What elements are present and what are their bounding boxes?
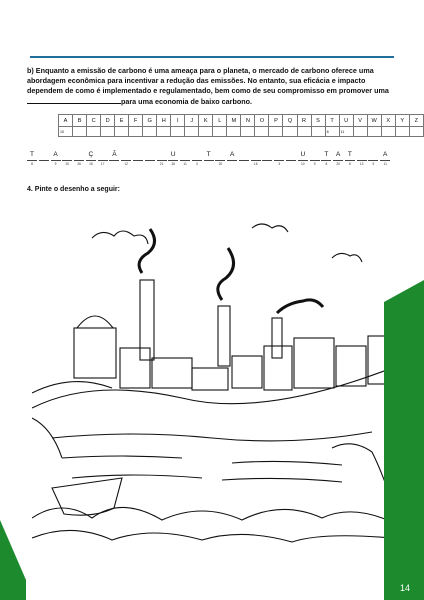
puzzle-line: [192, 159, 202, 161]
page-number: 14: [399, 583, 410, 593]
puzzle-letter: U: [170, 151, 176, 158]
cipher-number-cell[interactable]: [129, 127, 143, 137]
cipher-letters-row: [59, 115, 424, 127]
puzzle-slot[interactable]: [321, 150, 331, 166]
puzzle-letter: [368, 150, 378, 159]
puzzle-number: 8: [31, 162, 33, 166]
paragraph-text-end: para uma economia de baixo carbono.: [121, 97, 253, 106]
puzzle-letter: [310, 150, 320, 159]
question-4-label: 4. Pinte o desenho a seguir:: [27, 186, 120, 193]
puzzle-line: [286, 159, 296, 161]
puzzle-line: [310, 159, 320, 161]
cipher-letter-cell: P: [269, 115, 283, 127]
cipher-number-cell[interactable]: [73, 127, 87, 137]
cipher-letter-cell: I: [171, 115, 185, 127]
cipher-number-cell[interactable]: [241, 127, 255, 137]
puzzle-slot[interactable]: [62, 150, 72, 166]
puzzle-slot[interactable]: [27, 150, 37, 166]
cipher-letter-cell: J: [185, 115, 199, 127]
puzzle-letter: [286, 150, 296, 159]
puzzle-line: [262, 159, 272, 161]
puzzle-slot[interactable]: [133, 150, 143, 162]
cipher-letter-cell: Y: [395, 115, 409, 127]
decode-puzzle: [27, 150, 397, 172]
cipher-letter-cell: V: [353, 115, 367, 127]
puzzle-letter: T: [324, 151, 329, 158]
puzzle-letter: [121, 150, 131, 159]
cipher-letter-cell: R: [297, 115, 311, 127]
cipher-letter-cell: G: [143, 115, 157, 127]
puzzle-letter: Ç: [88, 151, 94, 158]
puzzle-line: [74, 159, 84, 161]
puzzle-line: [357, 159, 367, 161]
puzzle-line: [215, 159, 225, 161]
puzzle-line: [86, 159, 96, 161]
cipher-letter-cell: X: [381, 115, 395, 127]
cipher-letter-cell: C: [87, 115, 101, 127]
puzzle-letter: [274, 150, 284, 159]
puzzle-number: 13: [359, 162, 364, 166]
puzzle-letter: [39, 150, 49, 159]
cipher-number-cell[interactable]: [409, 127, 423, 137]
cipher-letter-cell: E: [115, 115, 129, 127]
puzzle-slot[interactable]: [380, 150, 390, 166]
puzzle-letter: [98, 150, 108, 159]
puzzle-slot[interactable]: [86, 150, 96, 166]
green-corner-decoration-right: [384, 280, 424, 600]
cipher-number-cell[interactable]: [353, 127, 367, 137]
cipher-letter-cell: K: [199, 115, 213, 127]
cipher-letter-cell: W: [367, 115, 381, 127]
puzzle-slot[interactable]: [239, 150, 249, 162]
puzzle-slot[interactable]: [274, 150, 284, 166]
cipher-number-cell[interactable]: 8: [325, 127, 339, 137]
cipher-number-cell[interactable]: [255, 127, 269, 137]
puzzle-line: [180, 159, 190, 161]
puzzle-line: [109, 159, 119, 161]
puzzle-letter: [145, 150, 155, 159]
cipher-table: [58, 114, 424, 137]
puzzle-slot[interactable]: [39, 150, 49, 162]
puzzle-letter: A: [335, 151, 341, 158]
puzzle-letter: [133, 150, 143, 159]
puzzle-slot[interactable]: [227, 150, 237, 162]
puzzle-letter: Ã: [112, 151, 117, 158]
puzzle-letter: U: [300, 151, 306, 158]
puzzle-number: 9: [372, 162, 375, 166]
puzzle-slot[interactable]: [192, 150, 202, 166]
cipher-letter-cell: T: [325, 115, 339, 127]
puzzle-number: 20: [65, 162, 70, 166]
cipher-letter-cell: F: [129, 115, 143, 127]
cipher-letter-cell: Z: [409, 115, 423, 127]
cipher-letter-cell: O: [255, 115, 269, 127]
puzzle-number: 3: [278, 162, 281, 166]
cipher-number-cell[interactable]: [381, 127, 395, 137]
puzzle-slot[interactable]: [251, 150, 261, 166]
cipher-number-cell[interactable]: [269, 127, 283, 137]
puzzle-number: 20: [218, 162, 223, 166]
puzzle-letter: A: [53, 151, 58, 158]
cipher-letter-cell: A: [59, 115, 73, 127]
cipher-number-cell[interactable]: [199, 127, 213, 137]
puzzle-number: 6: [349, 162, 351, 166]
cipher-number-cell[interactable]: [213, 127, 227, 137]
puzzle-slot[interactable]: [145, 150, 155, 162]
cipher-number-cell[interactable]: [311, 127, 325, 137]
puzzle-number: 3: [195, 162, 198, 166]
cipher-number-cell[interactable]: [227, 127, 241, 137]
puzzle-letter: A: [229, 151, 235, 158]
puzzle-slot[interactable]: [215, 150, 225, 166]
puzzle-number: 21: [159, 162, 164, 166]
cipher-number-cell[interactable]: [283, 127, 297, 137]
cipher-numbers-row: [59, 127, 424, 137]
puzzle-slot[interactable]: [180, 150, 190, 166]
cipher-letter-cell: B: [73, 115, 87, 127]
puzzle-slot[interactable]: [262, 150, 272, 162]
puzzle-slot[interactable]: [310, 150, 320, 166]
puzzle-slot[interactable]: [98, 150, 108, 166]
cipher-number-cell[interactable]: [143, 127, 157, 137]
puzzle-number: 16: [253, 162, 258, 166]
cipher-number-cell[interactable]: 11: [339, 127, 353, 137]
puzzle-line: [298, 159, 308, 161]
question-b-paragraph: [27, 66, 399, 107]
puzzle-letter: [157, 150, 167, 159]
puzzle-number: 20: [336, 162, 340, 166]
puzzle-line: [27, 159, 37, 161]
paragraph-text-start: b) Enquanto a emissão de carbono é uma ameaça para o planeta, o mercado de carbono oferece uma abordagem econômica para incentivar a redução das emissões. No entanto, sua eficácia e impacto dependem de como é implementado e regulamentado, bem como de seu compromisso em promover uma: [27, 66, 389, 95]
puzzle-line: [251, 159, 261, 161]
cipher-letter-cell: H: [157, 115, 171, 127]
puzzle-slot[interactable]: [298, 150, 308, 166]
answer-blank[interactable]: [27, 96, 121, 104]
puzzle-slot[interactable]: [345, 150, 355, 166]
puzzle-line: [227, 159, 237, 161]
puzzle-line: [133, 159, 143, 161]
green-corner-decoration-left: [0, 520, 26, 600]
puzzle-line: [168, 159, 178, 161]
puzzle-letter: T: [206, 151, 211, 158]
cipher-number-cell[interactable]: [115, 127, 129, 137]
puzzle-slot[interactable]: [333, 150, 343, 166]
puzzle-number: 11: [383, 162, 387, 166]
puzzle-slot[interactable]: [157, 150, 167, 166]
puzzle-slot[interactable]: [286, 150, 296, 162]
puzzle-letter: T: [30, 151, 34, 158]
puzzle-letter: [239, 150, 249, 159]
puzzle-number: 9: [313, 162, 316, 166]
puzzle-number: 26: [171, 162, 176, 166]
coloring-illustration: [32, 218, 392, 572]
puzzle-slot[interactable]: [109, 150, 119, 162]
puzzle-slot[interactable]: [204, 150, 214, 162]
puzzle-line: [145, 159, 155, 161]
puzzle-line: [333, 159, 343, 161]
cipher-number-cell[interactable]: [87, 127, 101, 137]
puzzle-slot[interactable]: [121, 150, 131, 166]
puzzle-line: [157, 159, 167, 161]
puzzle-letter: [357, 150, 367, 159]
puzzle-line: [51, 159, 61, 161]
puzzle-number: 17: [100, 162, 105, 166]
cipher-number-cell[interactable]: [395, 127, 409, 137]
cipher-letter-cell: S: [311, 115, 325, 127]
puzzle-letter: [74, 150, 84, 159]
cipher-number-cell[interactable]: [101, 127, 115, 137]
cipher-letter-cell: N: [241, 115, 255, 127]
puzzle-line: [239, 159, 249, 161]
puzzle-number: 12: [124, 162, 128, 166]
cipher-letter-cell: D: [101, 115, 115, 127]
puzzle-line: [98, 159, 108, 161]
puzzle-letter: A: [383, 151, 388, 158]
puzzle-line: [368, 159, 378, 161]
puzzle-line: [380, 159, 390, 161]
puzzle-line: [62, 159, 72, 161]
puzzle-number: 9: [54, 162, 57, 166]
cipher-letter-cell: M: [227, 115, 241, 127]
puzzle-letter: [262, 150, 272, 159]
cipher-number-cell[interactable]: [157, 127, 171, 137]
cipher-number-cell[interactable]: 10: [59, 127, 73, 137]
puzzle-line: [121, 159, 131, 161]
puzzle-line: [345, 159, 355, 161]
puzzle-line: [39, 159, 49, 161]
header-rule: [30, 56, 394, 58]
cipher-letter-cell: U: [339, 115, 353, 127]
puzzle-line: [204, 159, 214, 161]
puzzle-slot[interactable]: [74, 150, 84, 166]
puzzle-number: 26: [77, 162, 81, 166]
puzzle-number: 11: [183, 162, 187, 166]
puzzle-letter: [251, 150, 261, 159]
puzzle-slot[interactable]: [51, 150, 61, 166]
cipher-number-cell[interactable]: [185, 127, 199, 137]
cipher-number-cell[interactable]: [367, 127, 381, 137]
puzzle-line: [274, 159, 284, 161]
puzzle-letter: T: [347, 151, 352, 158]
puzzle-letter: [192, 150, 202, 159]
cipher-letter-cell: Q: [283, 115, 297, 127]
puzzle-number: 15: [89, 162, 93, 166]
cipher-number-cell[interactable]: [171, 127, 185, 137]
puzzle-number: 8: [325, 162, 328, 166]
puzzle-slot[interactable]: [357, 150, 367, 166]
cipher-number-cell[interactable]: [297, 127, 311, 137]
puzzle-slot[interactable]: [368, 150, 378, 166]
puzzle-number: 10: [301, 162, 305, 166]
puzzle-slot[interactable]: [168, 150, 178, 166]
puzzle-letter: [215, 150, 225, 159]
puzzle-letter: [62, 150, 72, 159]
cipher-letter-cell: L: [213, 115, 227, 127]
puzzle-letter: [180, 150, 190, 159]
puzzle-line: [321, 159, 331, 161]
